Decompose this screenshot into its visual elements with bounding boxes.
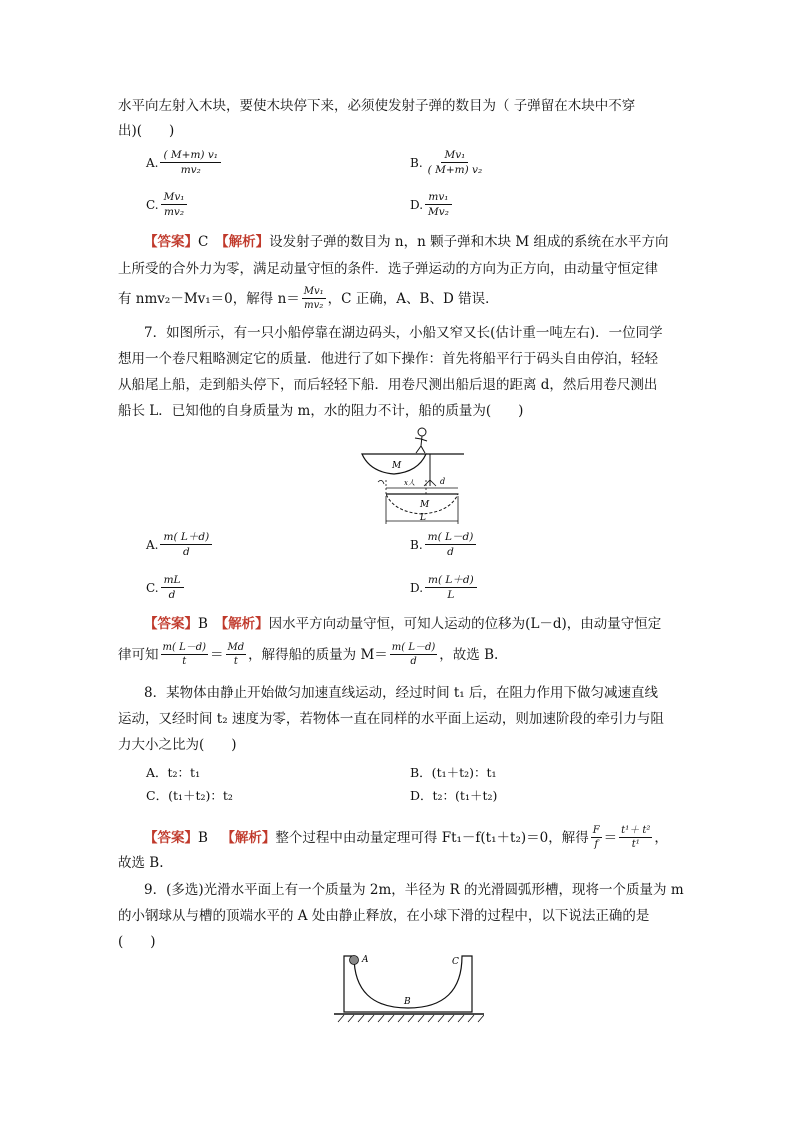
q8-line1: 8．某物体由静止开始做匀加速直线运动，经过时间 t₁ 后，在阻力作用下做匀减速直线 xyxy=(144,685,659,701)
q7-boat-figure xyxy=(358,424,468,526)
analysis-tag: 【解析】 xyxy=(221,234,270,250)
q9-line3: ( ) xyxy=(118,934,156,950)
answer-tag: 【答案】 xyxy=(144,234,198,250)
steel-ball xyxy=(350,956,359,965)
ground-hatch xyxy=(338,1015,484,1022)
person-body xyxy=(421,436,422,446)
answer-value: B xyxy=(198,829,208,846)
q6-exp-line3: 有 nmv₂－Mv₁＝0，解得 n＝ $\frac{\text{Mv₁}}{\text{mv₂}}$ ，C 正确，A、B、D 错误． xyxy=(118,286,499,311)
q6-option-b: B. $\frac{\text{Mv₁}}{\text{( M+m) v₂}}$ xyxy=(410,149,483,176)
q7-option-c: C. $\frac{mL}{d}$ xyxy=(146,573,186,602)
q6-line2: 出)( ) xyxy=(118,123,175,139)
q7-option-d: D. $\frac{m( L+d)}{L}$ xyxy=(410,573,479,602)
q9-line1: 9．(多选)光滑水平面上有一个质量为 2m，半径为 R 的光滑圆弧形槽，现将一个质量为 m xyxy=(144,882,684,898)
analysis-tag: 【解析】 xyxy=(221,829,276,846)
q8-option-c: C．(t₁＋t₂)：t₂ xyxy=(146,788,233,803)
q8-exp-line2: 故选 B. xyxy=(118,855,164,871)
point-c-label: C xyxy=(452,957,459,967)
point-a-label: A xyxy=(362,955,369,965)
q6-line1: 水平向左射入木块，要使木块停下来，必须使发射子弹的数目为（ 子弹留在木块中不穿 xyxy=(118,98,636,114)
q8-option-d: D．t₂：(t₁＋t₂) xyxy=(410,788,498,803)
l-label: L xyxy=(420,513,426,523)
answer-value: B xyxy=(198,616,208,632)
q7-line3: 从船尾上船，走到船头停下，而后轻轻下船．用卷尺测出船后退的距离 d，然后用卷尺测出 xyxy=(118,377,658,393)
q6-option-a: A. $\frac{\text{( M+m) v₁}}{\text{mv₂}}$ xyxy=(146,148,223,177)
q9-groove-figure xyxy=(334,952,484,1024)
q8-line3: 力大小之比为( ) xyxy=(118,737,237,753)
q8-line2: 运动，又经时间 t₂ 速度为零，若物体一直在同样的水平面上运动，则加速阶段的牵引力与阻 xyxy=(118,711,664,727)
person-head xyxy=(418,428,426,436)
q7-line4: 船长 L．已知他的自身质量为 m，水的阻力不计，船的质量为( ) xyxy=(118,403,524,419)
point-b-label: B xyxy=(404,997,411,1007)
q7-option-b: B. $\frac{m( L-d)}{d}$ xyxy=(410,530,478,559)
q8-option-b: B．(t₁＋t₂)：t₁ xyxy=(410,765,497,780)
q8-option-a: A．t₂：t₁ xyxy=(146,765,201,780)
boat-label-m1: M xyxy=(392,461,402,471)
d-label: d xyxy=(440,477,446,486)
analysis-tag: 【解析】 xyxy=(221,616,269,632)
x-person-label: x人 xyxy=(404,479,415,487)
answer-value: C xyxy=(198,234,209,250)
q6-option-d: D. $\frac{\text{mv₁}}{\text{Mv₂}}$ xyxy=(410,190,454,219)
answer-tag: 【答案】 xyxy=(144,829,198,846)
q8-answer-line: 【答案】 B 【解析】 整个过程中由动量定理可得 Ft₁－f(t₁＋t₂)＝0，解得 $\frac{F}{f}$ ＝ $\frac{\text{t¹＋ t²}}{\text{t¹}}$ ， xyxy=(144,825,668,850)
boat-label-m2: M xyxy=(420,500,430,510)
q9-line2: 的小钢球从与槽的顶端水平的 A 处由静止释放，在小球下滑的过程中，以下说法正确的是 xyxy=(118,908,650,924)
q7-line2: 想用一个卷尺粗略测定它的质量．他进行了如下操作：首先将船平行于码头自由停泊，轻轻 xyxy=(118,351,658,367)
q7-option-a: A. $\frac{m( L+d)}{d}$ xyxy=(146,530,214,559)
q7-line1: 7．如图所示，有一只小船停靠在湖边码头，小船又窄又长(估计重一吨左右)．一位同学 xyxy=(144,325,663,341)
q6-exp-line2: 上所受的合外力为零，满足动量守恒的条件．选子弹运动的方向为正方向，由动量守恒定律 xyxy=(118,261,658,277)
q7-exp-line2: 律可知 $\frac{m( L-d)}{t}$ ＝ $\frac{Md}{t}$ ，解得船的质量为 M＝ $\frac{m( L-d)}{d}$ ，故选 B. xyxy=(118,642,499,667)
q6-option-c: C. $\frac{\text{Mv₁}}{\text{mv₂}}$ xyxy=(146,190,189,219)
q6-answer-line: 【答案】C 【解析】设发射子弹的数目为 n，n 颗子弹和木块 M 组成的系统在水平方向 xyxy=(144,234,669,250)
answer-tag: 【答案】 xyxy=(144,616,198,632)
q7-answer-line: 【答案】B 【解析】因水平方向动量守恒，可知人运动的位移为(L－d)，由动量守恒定 xyxy=(144,616,662,632)
